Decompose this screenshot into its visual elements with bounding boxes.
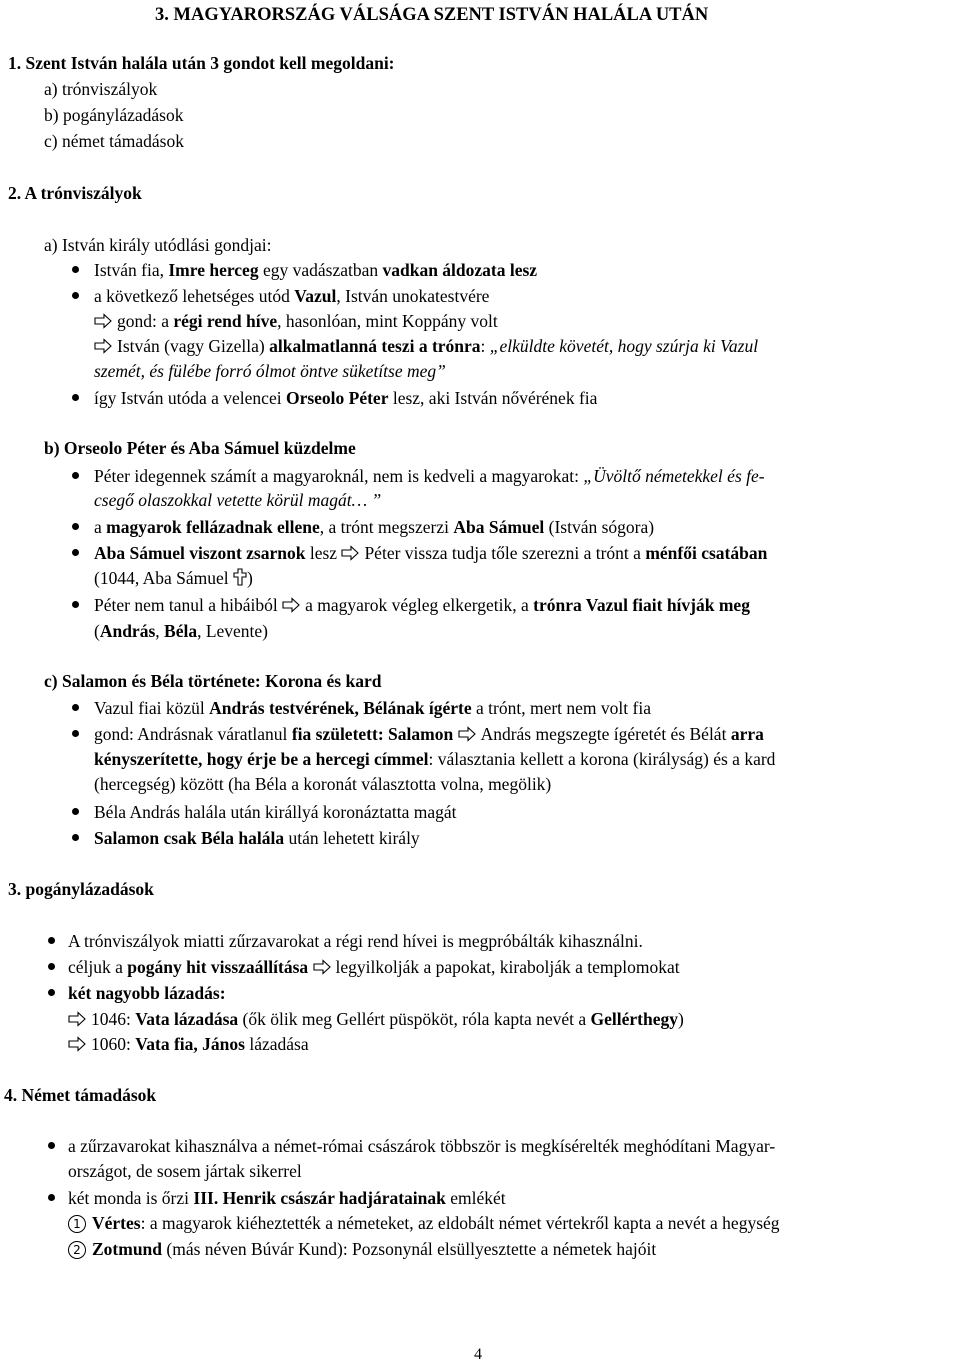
list-item-continuation: (hercegség) között (ha Béla a koronát választotta volna, megölik) [94,774,552,794]
arrow-right-icon [341,545,360,561]
list-item-continuation: szemét, és fülébe forró ólmot öntve süketítse meg” [94,361,446,381]
list-item: 1 Vértes: a magyarok kiéheztették a németeket, az eldobált német vértekről kapta a nevét a hegység [68,1212,780,1234]
list-item: 1060: Vata fia, János lázadása [68,1033,309,1055]
bullet-icon [48,963,55,970]
bullet-icon [72,394,79,401]
list-item: a következő lehetséges utód Vazul, István unokatestvére [94,286,490,306]
list-item: Béla András halála után királlyá koronáztatta magát [94,802,457,822]
list-item: a zűrzavarokat kihasználva a német-római császárok többször is megkísérelték meghódítani Magyar- [68,1136,776,1156]
bullet-icon [48,1194,55,1201]
list-item: István (vagy Gizella) alkalmatlanná teszi a trónra: „elküldte követét, hogy szúrja ki Vazul [94,335,956,357]
arrow-right-icon [282,597,301,613]
list-item-continuation: (András, Béla, Levente) [94,621,269,641]
list-item: Vazul fiai közül András testvérének, Bélának ígérte a trónt, mert nem volt fia [94,698,651,718]
bullet-icon [72,704,79,711]
bullet-icon [72,523,79,530]
bullet-icon [72,549,79,556]
arrow-right-icon [68,1036,87,1052]
circled-number-icon: 1 [68,1215,86,1233]
bullet-icon [72,266,79,273]
list-item-continuation: (1044, Aba Sámuel ) [94,568,253,588]
arrow-right-icon [94,313,113,329]
list-item: Aba Sámuel viszont zsarnok lesz Péter vissza tudja tőle szerezni a trónt a ménfői csatában [94,543,768,563]
list-item: két nagyobb lázadás: [68,983,226,1003]
page-number: 4 [474,1346,482,1363]
list-item: a magyarok fellázadnak ellene, a trónt megszerzi Aba Sámuel (István sógora) [94,517,655,537]
section-3-heading: 3. pogánylázadások [8,879,154,899]
list-item: a) trónviszályok [44,79,158,99]
bullet-icon [72,472,79,479]
bullet-icon [72,601,79,608]
section-4-heading: 4. Német támadások [4,1085,157,1105]
list-item: 1046: Vata lázadása (ők ölik meg Gellért püspököt, róla kapta nevét a Gellérthegy) [68,1008,684,1030]
bullet-icon [72,834,79,841]
subsection-b-heading: b) Orseolo Péter és Aba Sámuel küzdelme [44,438,356,458]
list-item: Salamon csak Béla halála után lehetett király [94,828,420,848]
bullet-icon [48,937,55,944]
section-2-heading: 2. A trónviszályok [8,183,142,203]
list-item: c) német támadások [44,131,184,151]
list-item: Péter nem tanul a hibáiból a magyarok végleg elkergetik, a trónra Vazul fiait hívják meg [94,595,750,615]
cross-icon [233,568,247,586]
page-title: 3. MAGYARORSZÁG VÁLSÁGA SZENT ISTVÁN HALÁLA UTÁN [155,5,709,25]
arrow-right-icon [458,726,477,742]
list-item-continuation: csegő olaszokkal vetette körül magát… ” [94,490,382,510]
list-item: István fia, Imre herceg egy vadászatban vadkan áldozata lesz [94,260,538,280]
list-item: így István utóda a velencei Orseolo Péter lesz, aki István nővérének fia [94,388,598,408]
bullet-icon [72,808,79,815]
arrow-right-icon [68,1011,87,1027]
arrow-right-icon [94,338,113,354]
bullet-icon [72,292,79,299]
list-item-continuation: országot, de sosem jártak sikerrel [68,1161,302,1181]
list-item-continuation: kényszerítette, hogy érje be a hercegi címmel: választania kellett a korona (királyság) és a kard [94,749,776,769]
arrow-right-icon [313,959,332,975]
circled-number-icon: 2 [68,1241,86,1259]
list-item: Péter idegennek számít a magyaroknál, nem is kedveli a magyarokat: „Üvöltő németekkel és fe- [94,466,765,486]
list-item: gond: Andrásnak váratlanul fia született: Salamon András megszegte ígéretét és Bélát arra [94,724,764,744]
list-item: 2 Zotmund (más néven Búvár Kund): Pozsonynál elsüllyesztette a németek hajóit [68,1238,656,1260]
list-item: b) pogánylázadások [44,105,184,125]
bullet-icon [72,730,79,737]
section-1-heading: 1. Szent István halála után 3 gondot kell megoldani: [8,53,395,73]
subsection-a-heading: a) István király utódlási gondjai: [44,235,272,255]
bullet-icon [48,1142,55,1149]
subsection-c-heading: c) Salamon és Béla története: Korona és kard [44,671,382,691]
list-item: céljuk a pogány hit visszaállítása legyilkolják a papokat, kirabolják a templomokat [68,957,680,977]
bullet-icon [48,989,55,996]
list-item: gond: a régi rend híve, hasonlóan, mint Koppány volt [94,310,498,332]
list-item: két monda is őrzi III. Henrik császár hadjáratainak emlékét [68,1188,506,1208]
list-item: A trónviszályok miatti zűrzavarokat a régi rend hívei is megpróbálták kihasználni. [68,931,643,951]
